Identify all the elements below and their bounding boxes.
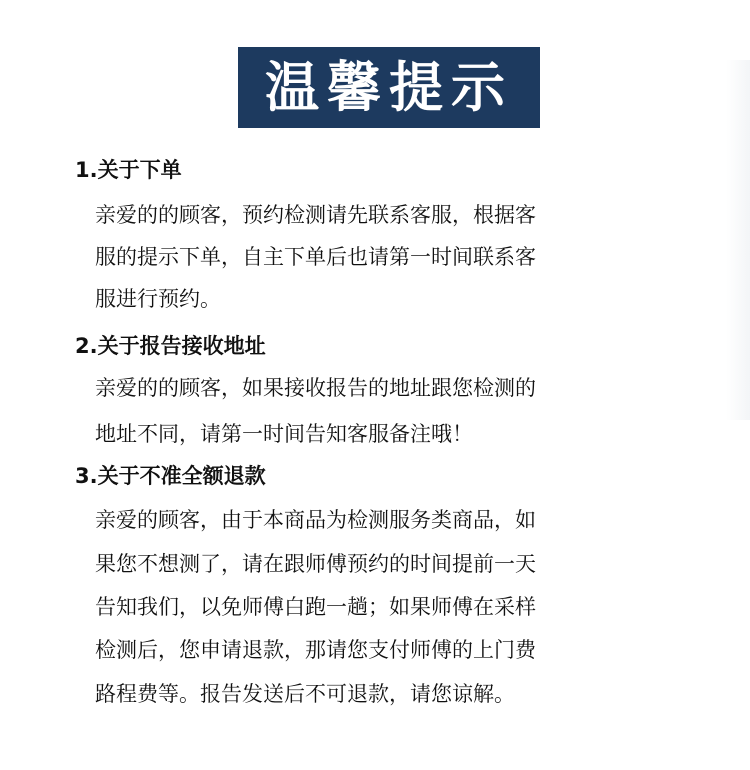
section-refund-policy: [0, 461, 750, 721]
section-text-line: 路程费等。报告发送后不可退款，请您谅解。: [95, 682, 515, 706]
section-text-line: 服进行预约。: [95, 287, 221, 311]
section-heading: 2.关于报告接收地址: [75, 334, 266, 358]
section-text-line: 亲爱的的顾客，如果接收报告的地址跟您检测的: [95, 376, 536, 400]
section-text-line: 亲爱的的顾客，预约检测请先联系客服，根据客: [95, 203, 536, 227]
section-heading: 3.关于不准全额退款: [75, 464, 266, 488]
section-text-line: 亲爱的顾客，由于本商品为检测服务类商品，如: [95, 508, 536, 532]
section-text-line: 告知我们，以免师傅白跑一趟；如果师傅在采样: [95, 595, 536, 619]
section-ordering: [0, 155, 750, 320]
section-text-line: 果您不想测了，请在跟师傅预约的时间提前一天: [95, 552, 536, 576]
section-report-address: [0, 331, 750, 456]
section-text-line: 检测后，您申请退款，那请您支付师傅的上门费: [95, 638, 536, 662]
section-text-line: 服的提示下单，自主下单后也请第一时间联系客: [95, 245, 536, 269]
title-banner: [238, 47, 540, 128]
section-heading: 1.关于下单: [75, 158, 182, 182]
banner-title: 温馨提示: [265, 55, 513, 119]
section-text-line: 地址不同，请第一时间告知客服备注哦！: [95, 422, 473, 446]
